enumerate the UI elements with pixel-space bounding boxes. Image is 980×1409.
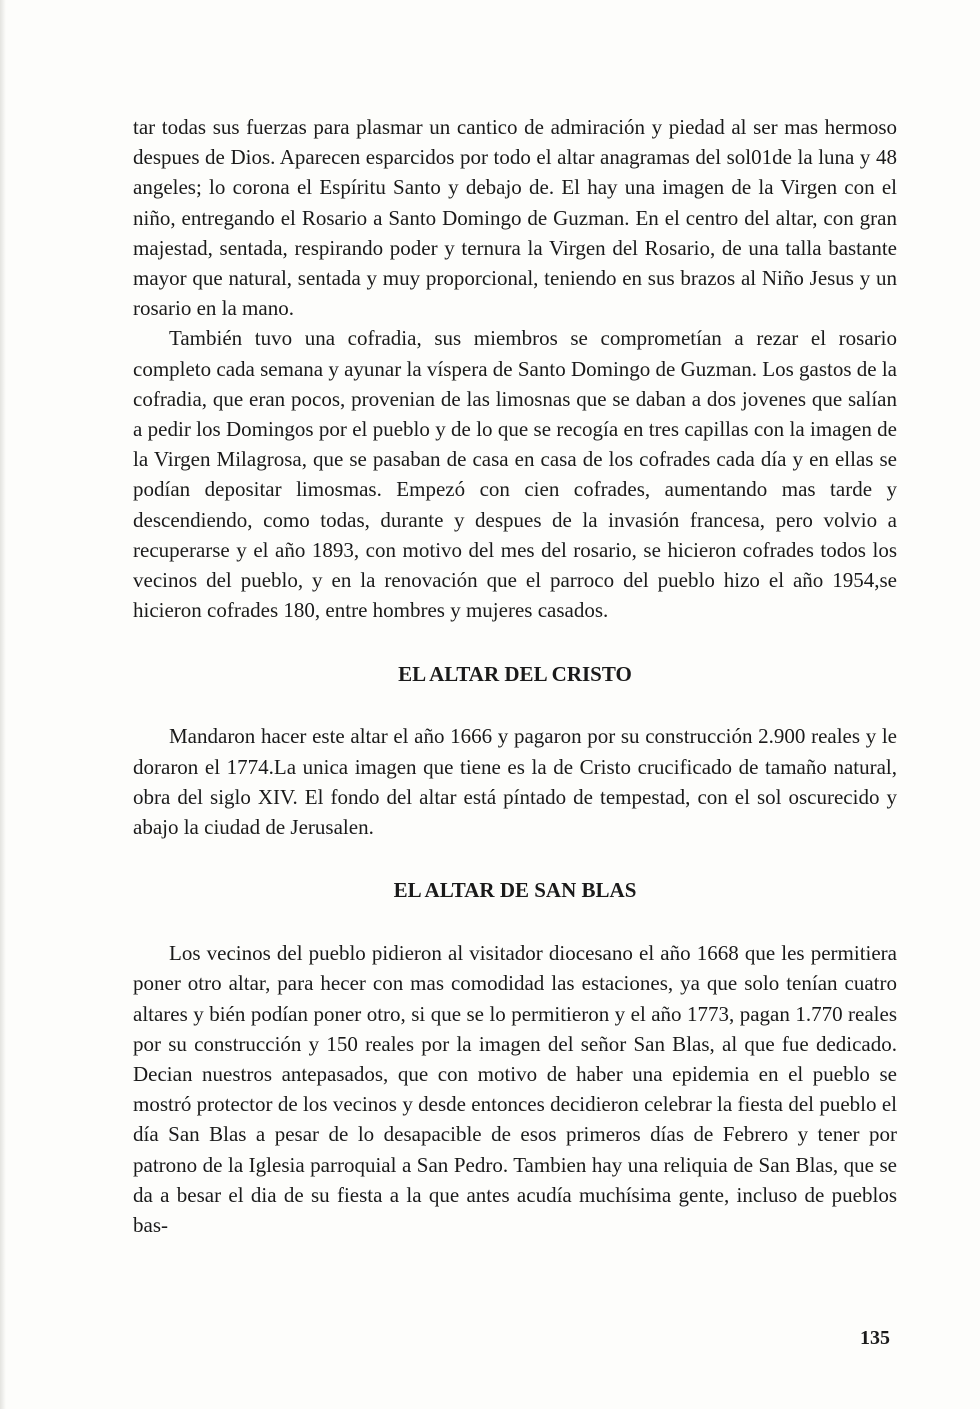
section-heading-altar-cristo: EL ALTAR DEL CRISTO <box>398 662 632 687</box>
paragraph-cofradia: También tuvo una cofradia, sus miembros se comprometían a rezar el rosario completo cada semana y ayunar la víspera de Santo Domingo de Guzman. Los gastos de la cofradia, que eran pocos, provenian de las limosnas que se daban a dos jovenes que salían a pedir los Domingos por el pueblo y de lo que se recogía en tres capillas con la imagen de la Virgen Milagrosa, que se pasaban de casa en casa de los cofrades cada día y en ellas se podían depositar limosmas. Empezó con cien cofrades, aumentando mas tarde y descendiendo, como todas, durante y despues de la invasión francesa, pero volvio a recuperarse y el año 1893, con motivo del mes del rosario, se hicieron cofrades todos los vecinos del pueblo, y en la renovación que el parroco del pueblo hizo el año 1954,se hicieron cofrades 180, entre hombres y mujeres casados. <box>133 326 897 623</box>
section-heading-altar-san-blas: EL ALTAR DE SAN BLAS <box>393 878 637 903</box>
scan-edge-shadow <box>0 0 6 1409</box>
page-body <box>133 112 897 1240</box>
paragraph-altar-san-blas: Los vecinos del pueblo pidieron al visitador diocesano el año 1668 que les permitiera poner otro altar, para hecer con mas comodidad las estaciones, ya que solo tenían cuatro altares y bién podían poner otro, si que se lo permitieron y el año 1773, pagan 1.770 reales por su construcción y 150 reales por la imagen del señor San Blas, al que fue dedicado. Decian nuestros antepasados, que con motivo de haber una epidemia en el pueblo se mostró protector de los vecinos y desde entonces decidieron celebrar la fiesta del pueblo el día San Blas a pesar de lo desapacible de esos primeros días de Febrero y tener por patrono de la Iglesia parroquial a San Pedro. Tambien hay una reliquia de San Blas, que se da a besar el dia de su fiesta a la que antes acudía muchísima gente, incluso de pueblos bas- <box>133 941 897 1238</box>
page-number: 135 <box>860 1327 890 1349</box>
paragraph-altar-cristo: Mandaron hacer este altar el año 1666 y pagaron por su construcción 2.900 reales y le doraron el 1774.La unica imagen que tiene es la de Cristo crucificado de tamaño natural, obra del siglo XIV. El fondo del altar está píntado de tempestad, con el sol oscurecido y abajo la ciudad de Jerusalen. <box>133 724 897 840</box>
paragraph-altar-rosario: tar todas sus fuerzas para plasmar un cantico de admiración y piedad al ser mas hermoso despues de Dios. Aparecen esparcidos por todo el altar anagramas del sol01de la luna y 48 angeles; lo corona el Espíritu Santo y debajo de. El hay una imagen de la Virgen con el niño, entregando el Rosario a Santo Domingo de Guzman. En el centro del altar, con gran majestad, sentada, respirando poder y ternura la Virgen del Rosario, de una talla bastante mayor que natural, sentada y muy proporcional, teniendo en sus brazos al Niño Jesus y un rosario en la mano. <box>133 115 897 321</box>
